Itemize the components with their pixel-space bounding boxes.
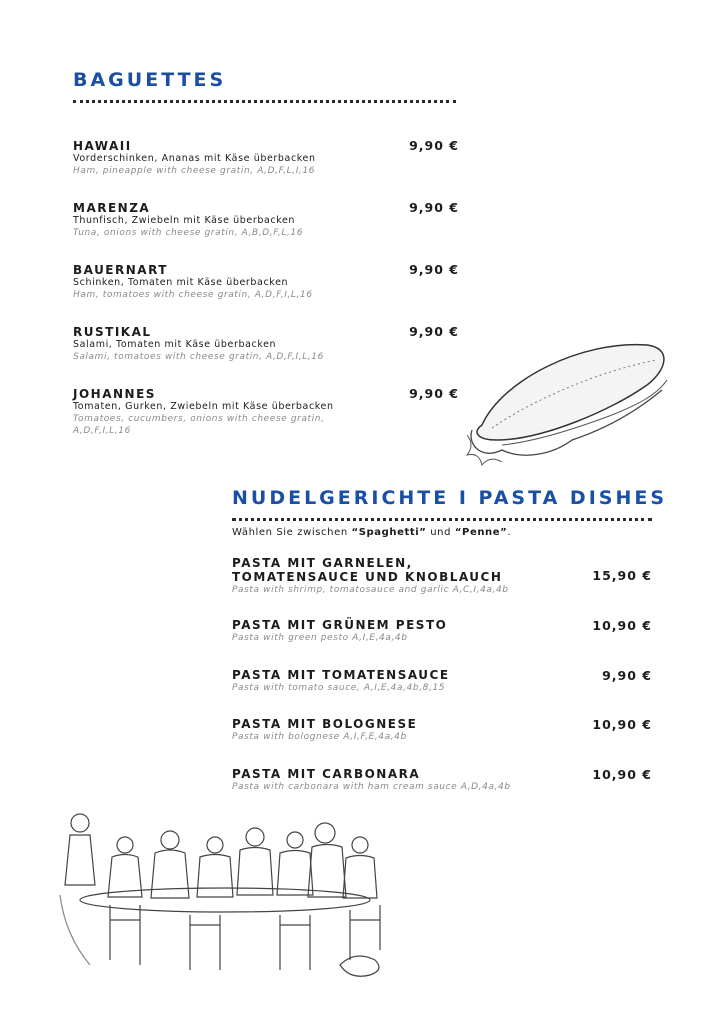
menu-item [73,139,373,177]
dining-scene-illustration [50,805,400,985]
menu-item [232,767,582,793]
note-option-spaghetti: “Spaghetti” [351,527,427,538]
item-description: Salami, Tomaten mit Käse überbacken [73,339,277,350]
item-description-en: Pasta with tomato sauce, A,I,E,4a,4b,8,15 [232,683,446,693]
item-price: 9,90 € [602,668,652,683]
menu-item [232,556,522,596]
item-description-en: Ham, pineapple with cheese gratin, A,D,F,L,I,16 [73,166,316,176]
pasta-choice-note [232,527,511,538]
item-price: 10,90 € [592,717,652,732]
item-description-en: Pasta with green pesto A,I,E,4a,4b [232,633,408,643]
item-name: JOHANNES [73,387,156,401]
menu-item [232,618,572,644]
item-name: RUSTIKAL [73,325,152,339]
item-description-en: Pasta with shrimp, tomatosauce and garlic A,C,I,4a,4b [232,585,509,595]
menu-item [232,668,572,694]
item-price: 9,90 € [409,324,459,339]
item-name: PASTA MIT BOLOGNESE [232,717,418,731]
item-description-en: Ham, tomatoes with cheese gratin, A,D,F,I,L,16 [73,290,313,300]
item-price: 10,90 € [592,767,652,782]
item-name: PASTA MIT CARBONARA [232,767,421,781]
item-description: Schinken, Tomaten mit Käse überbacken [73,277,289,288]
menu-item [232,717,572,743]
item-price: 9,90 € [409,386,459,401]
item-description: Tomaten, Gurken, Zwiebeln mit Käse überbacken [73,401,334,412]
menu-item [73,201,373,239]
item-name: MARENZA [73,201,151,215]
note-option-penne: “Penne” [454,527,508,538]
item-description-en: Salami, tomatoes with cheese gratin, A,D,F,I,L,16 [73,352,324,362]
baguette-illustration [462,330,677,470]
note-text: . [507,527,512,538]
menu-item [73,263,373,301]
item-name: PASTA MIT GARNELEN, TOMATENSAUCE UND KNOBLAUCH [232,556,503,584]
item-price: 9,90 € [409,138,459,153]
item-name: PASTA MIT TOMATENSAUCE [232,668,450,682]
item-description: Thunfisch, Zwiebeln mit Käse überbacken [73,215,296,226]
menu-item [73,325,373,363]
item-price: 9,90 € [409,200,459,215]
item-description-en: Pasta with carbonara with ham cream sauce A,D,4a,4b [232,782,511,792]
menu-item [73,387,363,437]
divider [73,100,456,103]
item-price: 9,90 € [409,262,459,277]
item-description: Vorderschinken, Ananas mit Käse überbacken [73,153,316,164]
item-description-en: Tomatoes, cucumbers, onions with cheese gratin, A,D,F,I,L,16 [73,414,325,436]
baguettes-title: BAGUETTES [73,69,227,91]
note-text: und [426,527,455,538]
item-price: 10,90 € [592,618,652,633]
item-price: 15,90 € [592,568,652,583]
pasta-title: NUDELGERICHTE I PASTA DISHES [232,487,668,509]
item-name: BAUERNART [73,263,168,277]
item-description-en: Pasta with bolognese A,I,F,E,4a,4b [232,732,407,742]
divider [232,518,652,521]
item-name: PASTA MIT GRÜNEM PESTO [232,618,448,632]
item-description-en: Tuna, onions with cheese gratin, A,B,D,F,L,16 [73,228,304,238]
note-text: Wählen Sie zwischen [232,527,352,538]
item-name: HAWAII [73,139,132,153]
